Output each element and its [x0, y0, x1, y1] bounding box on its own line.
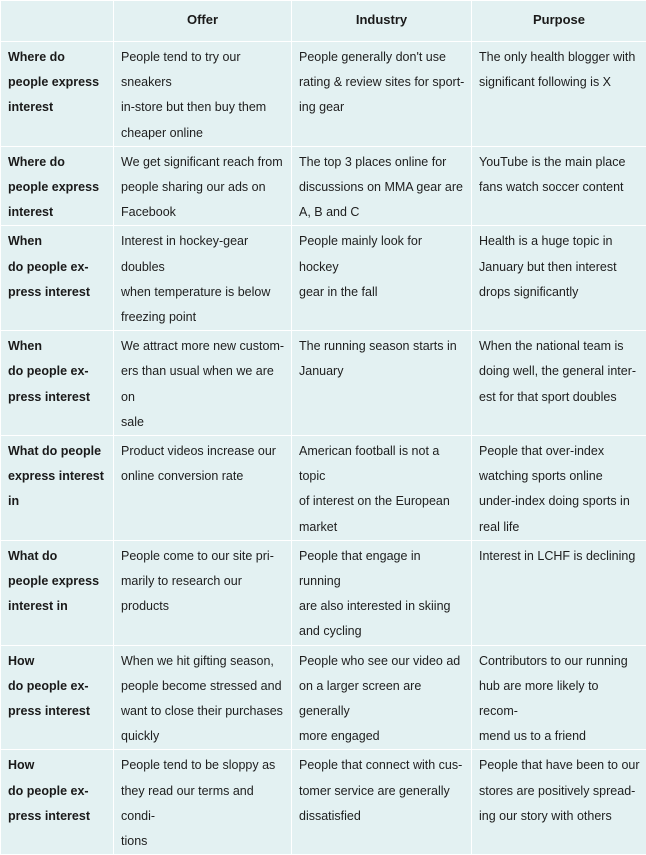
- row-label-text: How do people ex- press interest: [8, 649, 107, 725]
- purpose-text: When the national team is doing well, the general inter- est for that sport doubles: [479, 334, 640, 410]
- purpose-text: Contributors to our running hub are more likely to recom- mend us to a friend: [479, 649, 640, 750]
- offer-text: We attract more new custom- ers than usual when we are on sale: [121, 334, 285, 435]
- corner-header: [1, 1, 114, 42]
- industry-cell: [292, 226, 472, 331]
- purpose-header: Purpose: [472, 1, 646, 42]
- offer-cell: [114, 750, 292, 855]
- industry-text: People that engage in running are also interested in skiing and cycling: [299, 544, 465, 645]
- industry-text: People mainly look for hockey gear in the fall: [299, 229, 465, 305]
- row-label-text: Where do people express interest: [8, 150, 107, 226]
- row-label: [1, 436, 114, 541]
- purpose-cell: [472, 436, 646, 541]
- row-label-text: Where do people express interest: [8, 45, 107, 121]
- offer-cell: [114, 146, 292, 226]
- offer-text: When we hit gifting season, people become stressed and want to close their purchases quickly: [121, 649, 285, 750]
- offer-text: People tend to try our sneakers in-store but then buy them cheaper online: [121, 45, 285, 146]
- row-label: [1, 750, 114, 855]
- industry-cell: [292, 42, 472, 147]
- industry-text: People that connect with cus- tomer service are generally dissatisfied: [299, 753, 465, 829]
- industry-cell: [292, 436, 472, 541]
- purpose-text: Interest in LCHF is declining: [479, 544, 640, 569]
- row-label: [1, 540, 114, 645]
- row-label-text: How do people ex- press interest: [8, 753, 107, 829]
- row-label-text: When do people ex- press interest: [8, 229, 107, 305]
- industry-text: American football is not a topic of interest on the European market: [299, 439, 465, 540]
- purpose-cell: [472, 540, 646, 645]
- row-label: [1, 146, 114, 226]
- industry-cell: [292, 331, 472, 436]
- offer-text: We get significant reach from people sharing our ads on Facebook: [121, 150, 285, 226]
- offer-cell: [114, 436, 292, 541]
- table-row: [1, 750, 646, 855]
- industry-cell: [292, 146, 472, 226]
- industry-cell: [292, 645, 472, 750]
- industry-cell: [292, 540, 472, 645]
- purpose-text: Health is a huge topic in January but then interest drops significantly: [479, 229, 640, 305]
- table-row: [1, 226, 646, 331]
- offer-cell: [114, 226, 292, 331]
- header-row: [1, 1, 646, 42]
- offer-text: People tend to be sloppy as they read our terms and condi- tions: [121, 753, 285, 854]
- purpose-cell: [472, 645, 646, 750]
- offer-cell: [114, 540, 292, 645]
- table-row: [1, 540, 646, 645]
- purpose-cell: [472, 226, 646, 331]
- industry-header: Industry: [292, 1, 472, 42]
- row-label: [1, 645, 114, 750]
- offer-text: People come to our site pri- marily to research our products: [121, 544, 285, 620]
- offer-text: Product videos increase our online conversion rate: [121, 439, 285, 489]
- purpose-cell: [472, 331, 646, 436]
- row-label: [1, 331, 114, 436]
- industry-text: People who see our video ad on a larger screen are generally more engaged: [299, 649, 465, 750]
- row-label-text: When do people ex- press interest: [8, 334, 107, 410]
- table-row: [1, 42, 646, 147]
- row-label: [1, 226, 114, 331]
- row-label-text: What do people express interest in: [8, 439, 107, 515]
- industry-text: People generally don't use rating & review sites for sport- ing gear: [299, 45, 465, 121]
- purpose-cell: [472, 146, 646, 226]
- table-row: [1, 146, 646, 226]
- row-label: [1, 42, 114, 147]
- purpose-text: People that have been to our stores are positively spread- ing our story with others: [479, 753, 640, 829]
- table-row: [1, 645, 646, 750]
- industry-text: The top 3 places online for discussions on MMA gear are A, B and C: [299, 150, 465, 226]
- purpose-text: YouTube is the main place fans watch soccer content: [479, 150, 640, 200]
- offer-text: Interest in hockey-gear doubles when temperature is below freezing point: [121, 229, 285, 330]
- industry-text: The running season starts in January: [299, 334, 465, 384]
- purpose-text: The only health blogger with significant following is X: [479, 45, 640, 95]
- offer-cell: [114, 645, 292, 750]
- table-row: [1, 436, 646, 541]
- row-label-text: What do people express interest in: [8, 544, 107, 620]
- offer-header: Offer: [114, 1, 292, 42]
- purpose-text: People that over-index watching sports online under-index doing sports in real life: [479, 439, 640, 540]
- purpose-cell: [472, 750, 646, 855]
- offer-cell: [114, 42, 292, 147]
- industry-cell: [292, 750, 472, 855]
- offer-cell: [114, 331, 292, 436]
- table-row: [1, 331, 646, 436]
- purpose-cell: [472, 42, 646, 147]
